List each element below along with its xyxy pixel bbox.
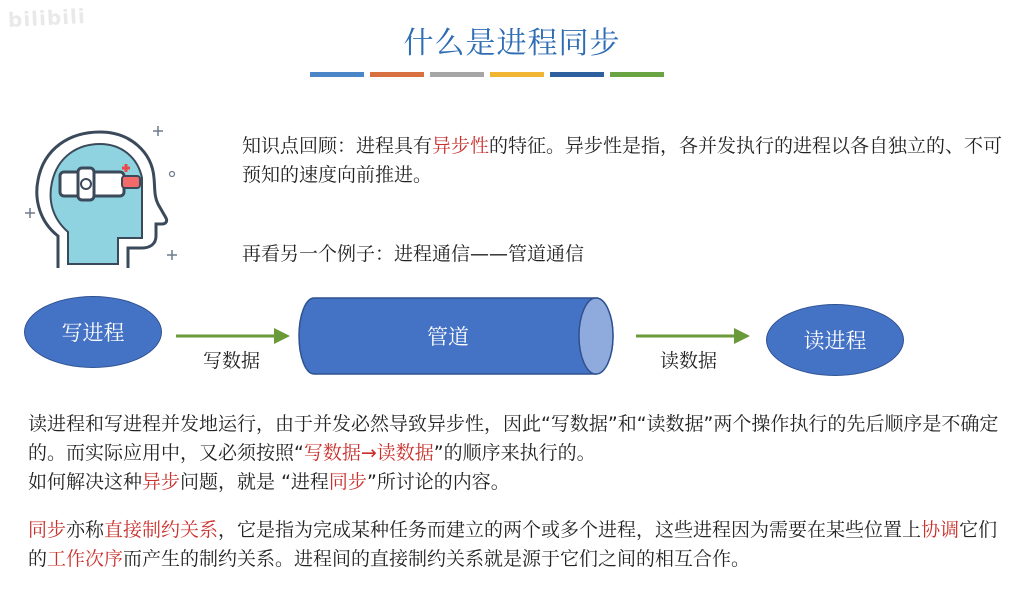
- color-segment: [430, 72, 484, 77]
- read-process-node: 读进程: [766, 304, 904, 376]
- knowledge-review-paragraph: [242, 132, 1012, 190]
- title-color-bar: [310, 72, 664, 77]
- pipe-label: 管道: [427, 325, 469, 349]
- text-segment: 它们的: [28, 519, 998, 570]
- highlight-async: 异步性: [432, 135, 490, 157]
- highlight-work-order: 工作次序: [47, 548, 124, 570]
- read-data-label: 读数据: [660, 350, 718, 372]
- bilibili-logo: bilibili: [7, 3, 87, 33]
- highlight-order: 写数据→读数据: [303, 442, 434, 464]
- text-segment: 如何解决这种: [28, 471, 143, 493]
- write-data-label: 写数据: [203, 350, 261, 372]
- definition-paragraph: [28, 516, 1003, 574]
- color-segment: [370, 72, 424, 77]
- write-data-arrow: [176, 326, 290, 346]
- color-segment: [310, 72, 364, 77]
- highlight-coordinate: 协调: [921, 519, 960, 541]
- highlight-sync: 同步: [328, 471, 367, 493]
- read-data-arrow: [636, 326, 750, 346]
- example-paragraph: 再看另一个例子：进程通信——管道通信: [242, 243, 585, 265]
- highlight-async: 异步: [142, 471, 181, 493]
- text-segment: 亦称: [66, 519, 105, 541]
- text-segment: 问题，就是 “进程: [180, 471, 329, 493]
- page-title: 什么是进程同步: [403, 26, 621, 61]
- text-segment: ”所讨论的内容。: [366, 471, 510, 493]
- color-segment: [490, 72, 544, 77]
- explanation-paragraph: [28, 410, 1003, 497]
- text-segment: ”的顺序来执行的。: [433, 442, 596, 464]
- head-thinking-icon: [18, 118, 196, 276]
- text-segment: 的特征。异步性是指，各并发执行的进程以各自独立的、不可预知的速度向前推进。: [242, 135, 1003, 186]
- highlight-direct-constraint: 直接制约关系: [104, 519, 219, 541]
- highlight-sync: 同步: [28, 519, 67, 541]
- color-segment: [550, 72, 604, 77]
- text-segment: 而产生的制约关系。进程间的直接制约关系就是源于它们之间的相互合作。: [123, 548, 751, 570]
- write-process-node: 写进程: [24, 296, 162, 368]
- text-segment: 知识点回顾：进程具有: [242, 135, 433, 157]
- text-segment: ，它是指为完成某种任务而建立的两个或多个进程，这些进程因为需要在某些位置上: [218, 519, 922, 541]
- text-segment: 读进程和写进程并发地运行，由于并发必然导致异步性，因此“写数据”和“读数据”两个操作执行的先后顺序是不确定的。而实际应用中，又必须按照“: [28, 413, 999, 464]
- color-segment: [610, 72, 664, 77]
